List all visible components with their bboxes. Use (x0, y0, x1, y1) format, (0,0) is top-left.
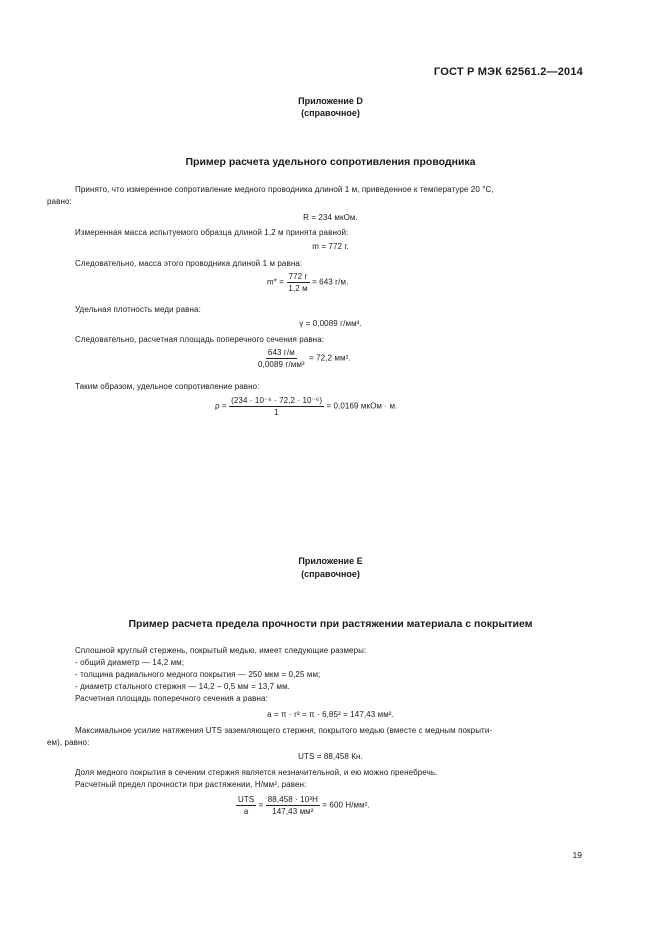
equation-uts: UTS = 88,458 Кн. (298, 752, 363, 761)
d-para-1-line-1: Принято, что измеренное сопротивление медного проводника длиной 1 м, приведенное к температуре 20 °C, (75, 185, 494, 194)
eq-frac1-denominator: a (243, 807, 249, 816)
eq-rho-numerator: (234 · 10⁻⁶ · 72,2 · 10⁻⁶) (231, 396, 323, 405)
e-para-2: Расчетная площадь поперечного сечения а равна: (75, 694, 268, 703)
d-para-3: Следовательно, масса этого проводника длиной 1 м равна: (75, 259, 303, 268)
eq-mstar-numerator: 772 г (288, 272, 308, 281)
d-para-6: Таким образом, удельное сопротивление равно: (75, 382, 260, 391)
eq-area-numerator: 643 г/м (267, 348, 295, 357)
equation-mass: m = 772 г. (312, 242, 349, 251)
eq-area-fraction (256, 348, 307, 369)
d-para-2: Измеренная масса испытуемого образца длиной 1,2 м принята равной: (75, 228, 349, 237)
d-para-5: Следовательно, расчетная площадь поперечного сечения равна: (75, 335, 325, 344)
eq-area-rhs: = 72,2 мм². (309, 353, 351, 363)
appendix-e-subtitle: (справочное) (301, 569, 360, 579)
appendix-e-title: Приложение E (298, 556, 363, 566)
equation-density: γ = 0,0089 г/мм³. (299, 319, 362, 328)
eq-mstar-fraction (286, 272, 309, 293)
d-para-1-line-2: равно: (47, 197, 72, 206)
appendix-d-title: Приложение D (298, 96, 363, 106)
eq-rho-rhs: = 0,0169 мкОм · м. (326, 401, 398, 411)
eq-frac2-numerator: 88,458 · 10³H (267, 795, 318, 804)
e-para-3-line-1: Максимальное усилие натяжения UTS заземляющего стержня, покрытого медью (вместе с медным покрыти- (75, 726, 493, 735)
eq-value-fraction (266, 795, 320, 816)
eq-rho-denominator: 1 (274, 408, 279, 417)
eq-uts-over-a-fraction (236, 795, 256, 816)
eq-rho-fraction (229, 396, 324, 417)
eq-equals-sign: = (258, 800, 264, 810)
e-list-item-2: - толщина радиального медного покрытия — 250 мкм = 0,25 мм; (75, 670, 321, 679)
eq-frac1-numerator: UTS (238, 795, 255, 804)
standard-designation: ГОСТ Р МЭК 62561.2—2014 (433, 66, 583, 78)
equation-tensile-strength (236, 795, 370, 816)
eq-final-rhs: = 600 Н/мм². (322, 800, 370, 810)
appendix-d-heading: Пример расчета удельного сопротивления проводника (185, 156, 476, 168)
eq-area-denominator: 0,0089 г/мм³ (258, 360, 305, 369)
e-para-3-line-2: ем), равно: (47, 738, 90, 747)
appendix-d-subtitle: (справочное) (301, 108, 360, 118)
e-para-4: Доля медного покрытия в сечении стержня является незначительной, и ею можно пренебречь. (75, 768, 438, 777)
equation-mass-per-meter (267, 272, 348, 293)
equation-resistance: R = 234 мкОм. (303, 213, 358, 222)
appendix-e-heading: Пример расчета предела прочности при растяжении материала с покрытием (128, 618, 533, 630)
d-para-4: Удельная плотность меди равна: (75, 305, 201, 314)
e-list-item-1: - общий диаметр — 14,2 мм; (75, 658, 185, 667)
e-list-item-3: - диаметр стального стержня — 14,2 – 0,5 мм = 13,7 мм. (75, 682, 290, 691)
eq-mstar-lhs: m* = (267, 277, 285, 287)
eq-mstar-rhs: = 643 г/м. (312, 277, 349, 287)
page-number: 19 (572, 850, 582, 860)
equation-area: a = π · r² = π · 6,85² = 147,43 мм². (267, 710, 394, 719)
e-para-1: Сплошной круглый стержень, покрытый медью, имеет следующие размеры: (75, 646, 367, 655)
equation-resistivity (215, 396, 397, 417)
eq-rho-lhs: ρ = (215, 401, 227, 411)
eq-mstar-denominator: 1,2 м (288, 284, 308, 293)
e-para-5: Расчетный предел прочности при растяжении, Н/мм², равен: (75, 780, 307, 789)
eq-frac2-denominator: 147,43 мм² (272, 807, 314, 816)
equation-cross-section (256, 348, 351, 369)
